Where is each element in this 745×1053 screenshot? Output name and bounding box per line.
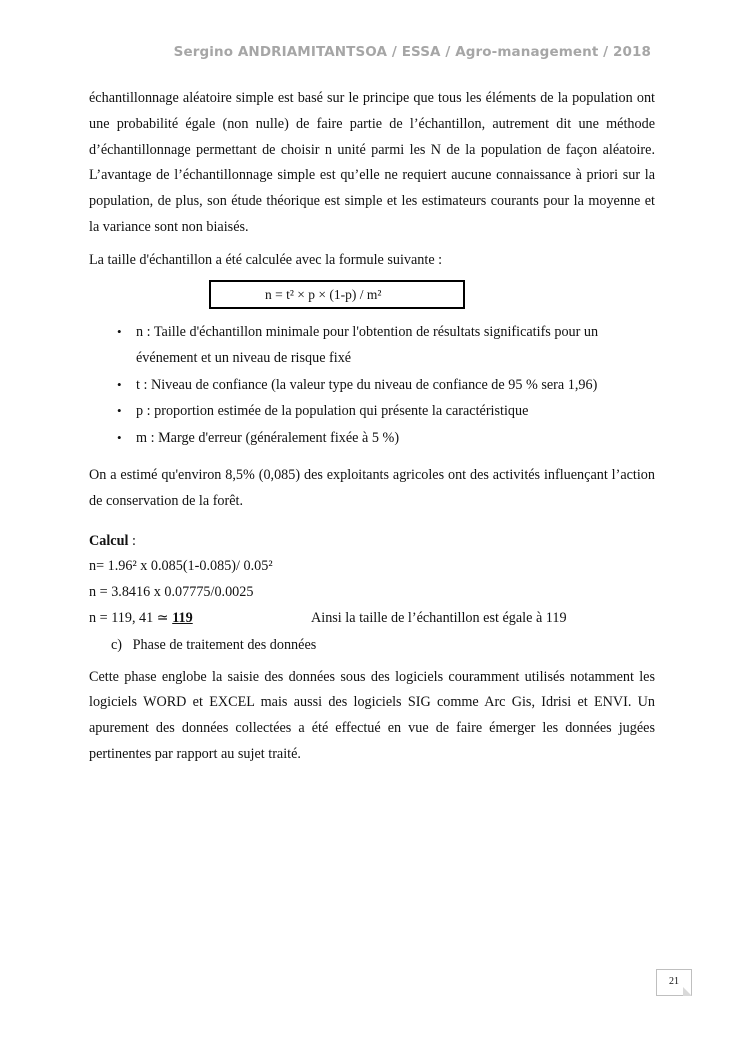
bullet-icon: • <box>117 323 122 339</box>
formula-text: n = t² × p × (1-p) / m² <box>265 286 382 302</box>
formula-box <box>209 280 465 309</box>
calcul-result: n = 119, 41 ≃ 119 Ainsi la taille de l’échantillon est égale à 119 <box>89 606 655 632</box>
calcul-title: Calcul <box>89 532 129 549</box>
list-item: • n : Taille d'échantillon minimale pour l'obtention de résultats significatifs pour un événement et un niveau de risque fixé <box>117 319 655 372</box>
page-number: 21 <box>656 969 692 996</box>
bullet-icon: • <box>117 403 122 419</box>
result-conclusion: Ainsi la taille de l’échantillon est égale à 119 <box>311 610 567 627</box>
list-item: • t : Niveau de confiance (la valeur type du niveau de confiance de 95 % sera 1,96) <box>117 372 655 399</box>
calcul-step-2: n = 3.8416 x 0.07775/0.0025 <box>89 584 254 601</box>
page-body <box>89 86 655 768</box>
bullet-icon: • <box>117 429 122 445</box>
running-header: Sergino ANDRIAMITANTSOA / ESSA / Agro-management / 2018 <box>173 44 651 60</box>
calcul-step-1: n= 1.96² x 0.085(1-0.085)/ 0.05² <box>89 558 273 575</box>
estimate-paragraph: On a estimé qu'environ 8,5% (0,085) des exploitants agricoles ont des activités influençant l’action de conservation de la forêt. <box>89 467 655 509</box>
definitions-list <box>89 319 655 452</box>
bullet-icon: • <box>117 376 122 392</box>
formula-intro: La taille d'échantillon a été calculée avec la formule suivante : <box>89 251 443 268</box>
calcul-heading: Calcul : <box>89 532 136 549</box>
intro-paragraph: échantillonnage aléatoire simple est basé sur le principe que tous les éléments de la population ont une probabilité égale (non nulle) de faire partie de l’échantillon, autrement dit une méthode d’échantillonnage permettant de choisir n unité parmi les N de la population de façon aléatoire. L’avantage de l’échantillonnage simple est qu’elle ne requiert aucune connaissance à priori sur la population, de plus, son étude théorique est simple et les estimateurs courants pour la moyenne et la variance sont non biaisés. <box>89 90 655 235</box>
subsection-heading <box>89 633 655 659</box>
subsection-title: Phase de traitement des données <box>132 636 317 653</box>
list-item: • m : Marge d'erreur (généralement fixée à 5 %) <box>117 425 655 452</box>
closing-paragraph: Cette phase englobe la saisie des données sous des logiciels couramment utilisés notamment les logiciels WORD et EXCEL mais aussi des logiciels SIG comme Arc Gis, Idrisi et ENVI. Un apurement des données collectées a été effectué en vue de faire émerger les données jugées pertinentes par rapport au sujet traité. <box>89 668 655 763</box>
subsection-marker: c) <box>111 636 123 653</box>
result-value: 119 <box>172 610 193 627</box>
list-item: • p : proportion estimée de la population qui présente la caractéristique <box>117 398 655 425</box>
